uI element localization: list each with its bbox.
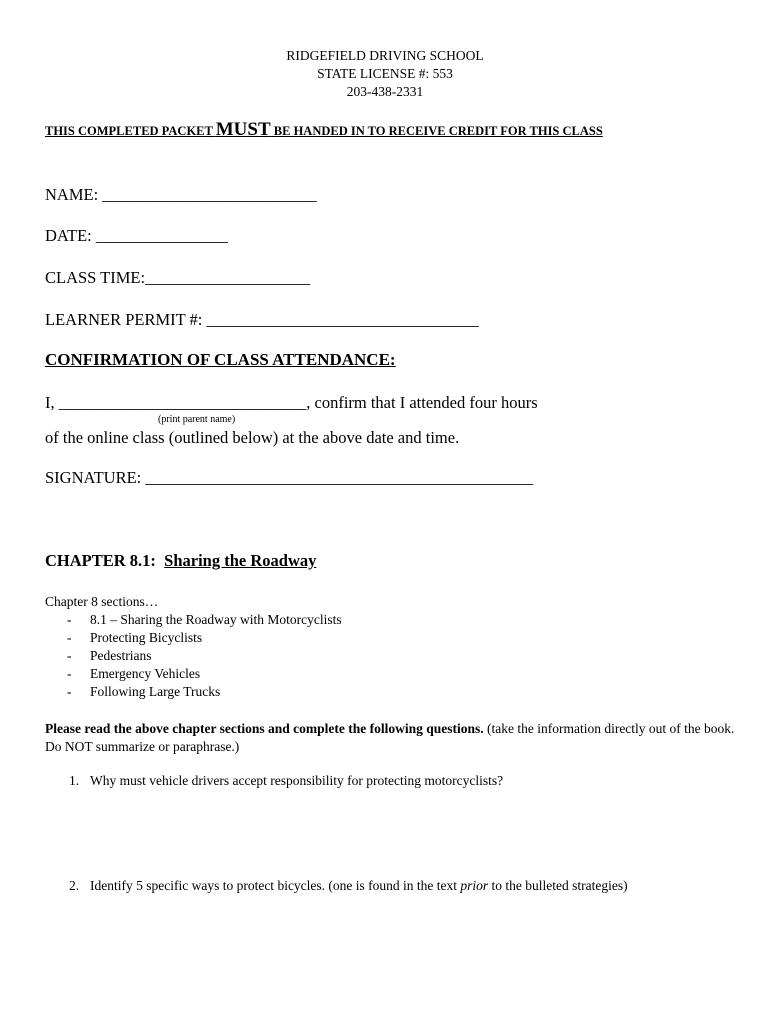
list-item: - Following Large Trucks	[67, 684, 221, 699]
phone-number: 203-438-2331	[346, 84, 424, 99]
confirmation-line[interactable]: I, ______________________________, confirm that I attended four hours	[45, 393, 538, 412]
name-field[interactable]: NAME: __________________________	[45, 185, 317, 204]
question-text-after: to the bulleted strategies)	[488, 878, 628, 893]
confirmation-line-2: of the online class (outlined below) at the above date and time.	[45, 428, 460, 447]
date-field[interactable]: DATE: ________________	[45, 226, 228, 245]
list-item: - Protecting Bicyclists	[67, 630, 203, 645]
notice-after: BE HANDED IN TO RECEIVE CREDIT FOR THIS CLASS	[270, 124, 603, 138]
list-item: - 8.1 – Sharing the Roadway with Motorcyclists	[67, 612, 342, 627]
question-number: 2.	[69, 878, 80, 893]
question-text: Why must vehicle drivers accept responsibility for protecting motorcyclists?	[90, 773, 504, 788]
sections-list	[67, 611, 342, 701]
instructions-bold: Please read the above chapter sections and complete the following questions.	[45, 721, 484, 736]
print-parent-name-note: (print parent name)	[158, 414, 236, 425]
question-number: 1.	[69, 773, 80, 788]
school-name: RIDGEFIELD DRIVING SCHOOL	[286, 48, 484, 63]
instructions-normal: (take the information directly out of the book. Do NOT summarize or paraphrase.)	[45, 721, 735, 754]
confirmation-title: CONFIRMATION OF CLASS ATTENDANCE:	[45, 350, 396, 369]
notice-before: THIS COMPLETED PACKET	[45, 124, 216, 138]
class-time-field[interactable]: CLASS TIME:____________________	[45, 268, 311, 287]
chapter-label: CHAPTER 8.1:	[45, 551, 156, 570]
section-label: Emergency Vehicles	[90, 666, 201, 681]
question-text-italic: prior	[460, 878, 489, 893]
list-item: - Pedestrians	[67, 648, 152, 663]
chapter-heading	[45, 551, 316, 571]
section-label: Protecting Bicyclists	[90, 630, 203, 645]
handin-notice	[45, 119, 603, 141]
section-label: Pedestrians	[90, 648, 152, 663]
state-license: STATE LICENSE #: 553	[317, 66, 453, 81]
question-2	[69, 878, 628, 894]
question-text-before: Identify 5 specific ways to protect bicycles. (one is found in the text	[90, 878, 461, 893]
notice-emphasis: MUST	[215, 119, 271, 140]
instructions	[45, 720, 735, 756]
learner-permit-field[interactable]: LEARNER PERMIT #: _________________________________	[45, 310, 479, 329]
signature-field[interactable]: SIGNATURE: _______________________________________________	[45, 468, 534, 487]
chapter-title: Sharing the Roadway	[164, 551, 317, 570]
section-label: 8.1 – Sharing the Roadway with Motorcyclists	[90, 612, 342, 627]
sections-intro: Chapter 8 sections…	[45, 594, 159, 609]
section-label: Following Large Trucks	[90, 684, 221, 699]
question-1	[69, 773, 503, 789]
list-item: - Emergency Vehicles	[67, 666, 201, 681]
